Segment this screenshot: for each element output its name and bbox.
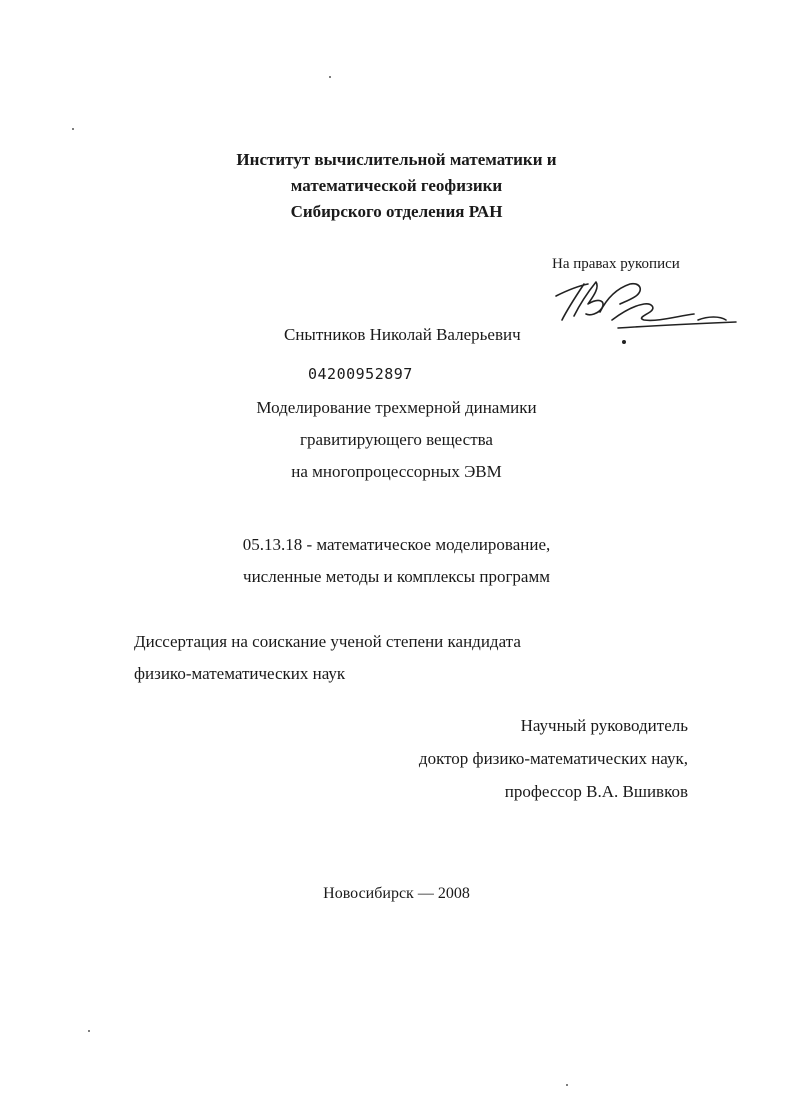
- author-name: Снытников Николай Валерьевич: [284, 325, 521, 344]
- dissertation-line-2: физико-математических наук: [134, 664, 346, 683]
- supervisor-role: Научный руководитель: [520, 716, 688, 735]
- institute-line-2: математической геофизики: [290, 176, 503, 195]
- title-line-1: Моделирование трехмерной динамики: [256, 398, 537, 417]
- title-line-3: на многопроцессорных ЭВМ: [291, 462, 502, 481]
- dissertation-line-1: Диссертация на соискание ученой степени кандидата: [134, 632, 521, 651]
- institute-line-1: Институт вычислительной математики и: [236, 150, 557, 169]
- catalog-number: 04200952897: [308, 365, 413, 383]
- supervisor-name: профессор В.А. Вшивков: [504, 782, 688, 801]
- supervisor-degree: доктор физико-математических наук,: [418, 749, 688, 768]
- signature-image: [548, 276, 743, 346]
- specialty-line-1: 05.13.18 - математическое моделирование,: [242, 535, 551, 554]
- specialty-line-2: численные методы и комплексы программ: [243, 567, 550, 586]
- manuscript-note: На правах рукописи: [552, 256, 680, 272]
- scan-speck: [88, 1030, 90, 1032]
- scan-speck: [329, 76, 331, 78]
- institute-line-3: Сибирского отделения РАН: [290, 202, 503, 221]
- title-line-2: гравитирующего вещества: [300, 430, 493, 449]
- city-year: Новосибирск — 2008: [323, 885, 470, 902]
- scan-speck: [566, 1084, 568, 1086]
- scan-speck: [72, 128, 74, 130]
